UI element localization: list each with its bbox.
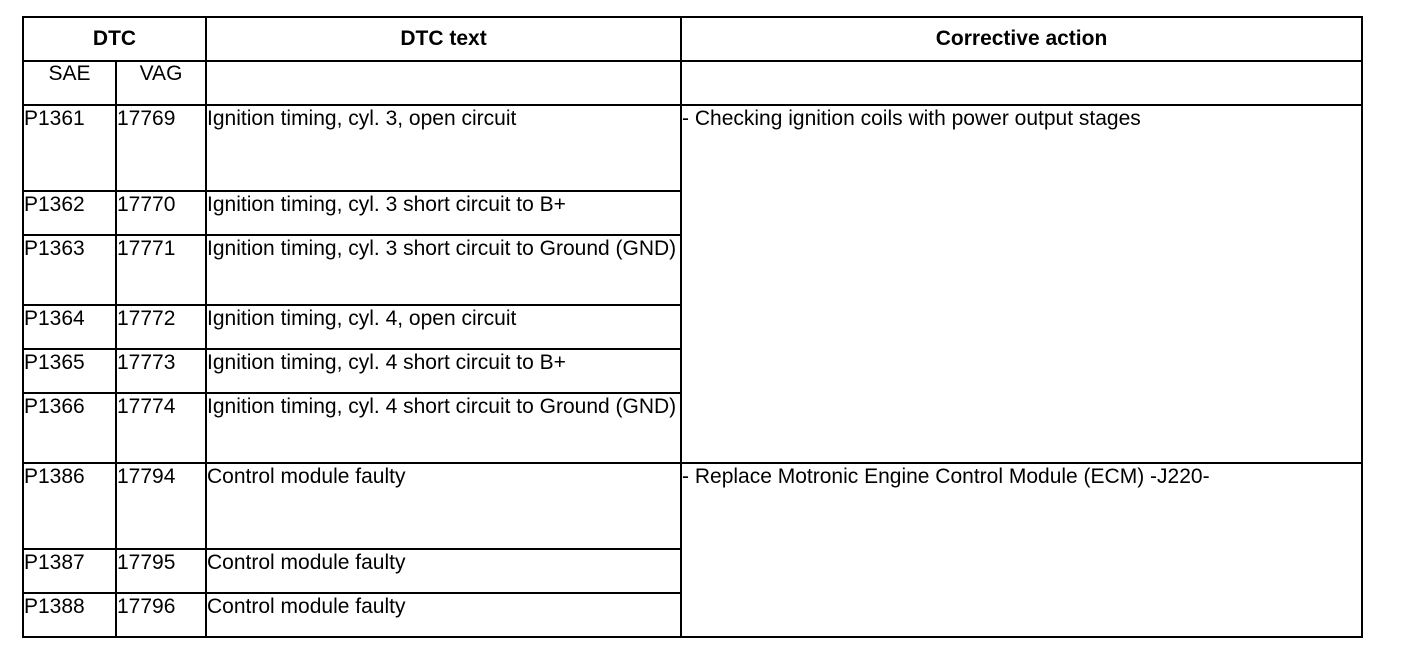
subheader-vag: VAG [116, 61, 206, 105]
sae-code: P1388 [23, 593, 116, 637]
vag-code: 17774 [116, 393, 206, 463]
header-corrective-action: Corrective action [681, 17, 1362, 61]
vag-code: 17769 [116, 105, 206, 191]
header-row [23, 17, 1362, 61]
dtc-text: Ignition timing, cyl. 4, open circuit [206, 305, 681, 349]
sae-code: P1365 [23, 349, 116, 393]
header-dtc-text: DTC text [206, 17, 681, 61]
vag-code: 17796 [116, 593, 206, 637]
dtc-text: Ignition timing, cyl. 4 short circuit to Ground (GND) [206, 393, 681, 463]
dtc-text: Ignition timing, cyl. 3 short circuit to Ground (GND) [206, 235, 681, 305]
dtc-text: Ignition timing, cyl. 3 short circuit to B+ [206, 191, 681, 235]
table-row [23, 105, 1362, 191]
dtc-text: Ignition timing, cyl. 3, open circuit [206, 105, 681, 191]
vag-code: 17795 [116, 549, 206, 593]
vag-code: 17794 [116, 463, 206, 549]
vag-code: 17770 [116, 191, 206, 235]
dtc-text: Control module faulty [206, 593, 681, 637]
subheader-row [23, 61, 1362, 105]
table-row [23, 463, 1362, 549]
subheader-sae: SAE [23, 61, 116, 105]
sae-code: P1361 [23, 105, 116, 191]
corrective-action: - Replace Motronic Engine Control Module (ECM) -J220- [681, 463, 1362, 637]
subheader-empty-action [681, 61, 1362, 105]
dtc-text: Ignition timing, cyl. 4 short circuit to B+ [206, 349, 681, 393]
sae-code: P1362 [23, 191, 116, 235]
sae-code: P1366 [23, 393, 116, 463]
dtc-text: Control module faulty [206, 549, 681, 593]
corrective-action: - Checking ignition coils with power output stages [681, 105, 1362, 463]
vag-code: 17771 [116, 235, 206, 305]
sae-code: P1387 [23, 549, 116, 593]
sae-code: P1363 [23, 235, 116, 305]
subheader-empty-text [206, 61, 681, 105]
dtc-text: Control module faulty [206, 463, 681, 549]
sae-code: P1386 [23, 463, 116, 549]
vag-code: 17773 [116, 349, 206, 393]
header-dtc: DTC [23, 17, 206, 61]
sae-code: P1364 [23, 305, 116, 349]
vag-code: 17772 [116, 305, 206, 349]
dtc-table [22, 16, 1363, 638]
